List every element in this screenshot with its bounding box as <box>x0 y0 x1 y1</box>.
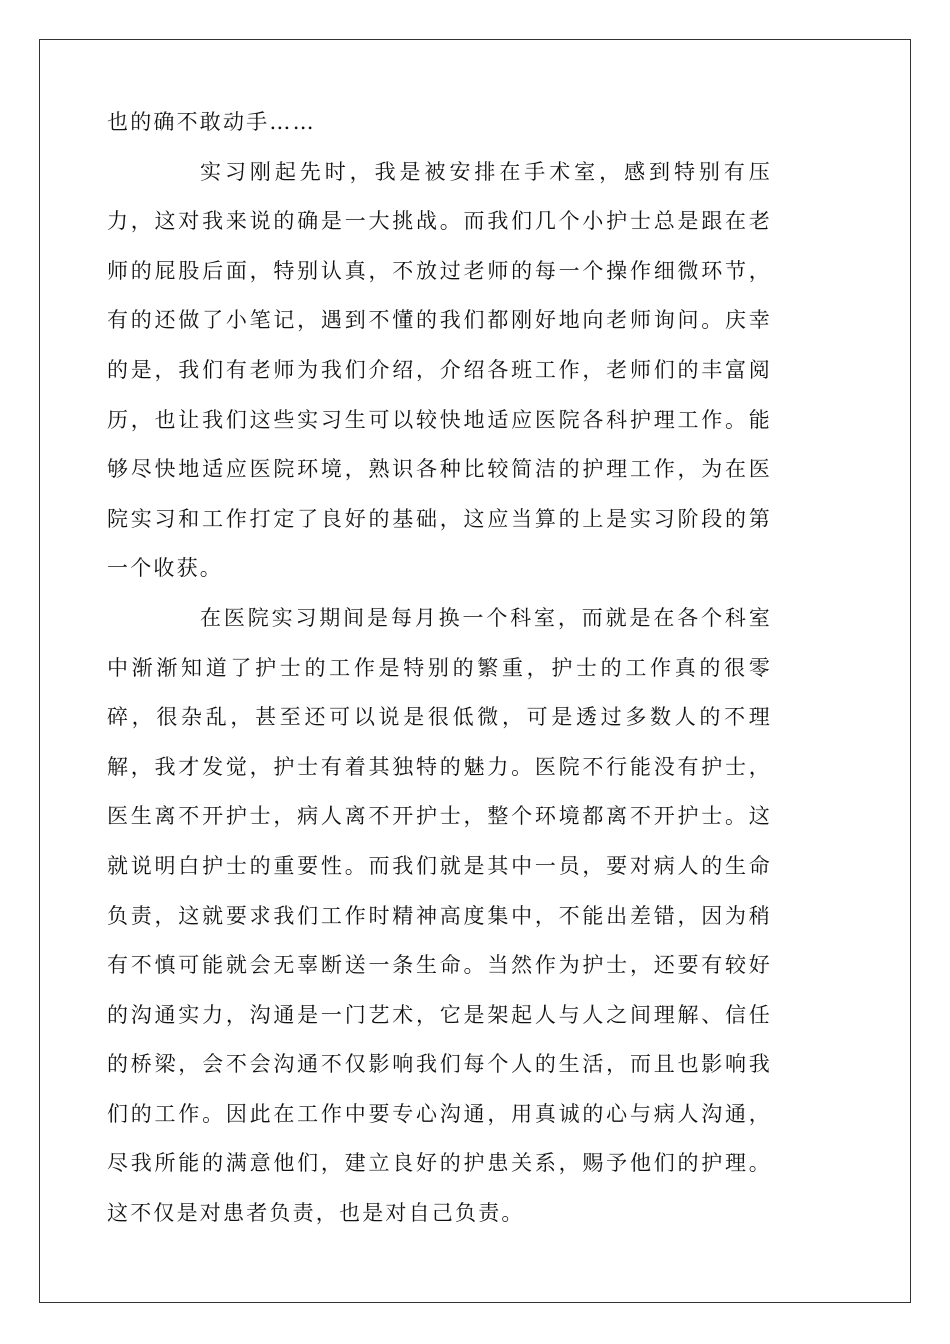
paragraph-1: 也的确不敢动手…… <box>107 110 316 134</box>
paragraph-3: 在医院实习期间是每月换一个科室，而就是在各个科室中渐渐知道了护士的工作是特别的繁重，护士的工作真的很零碎，很杂乱，甚至还可以说是很低微，可是透过多数人的不理解，我才发觉，护士有着其独特的魅力。医院不行能没有护士，医生离不开护士，病人离不开护士，整个环境都离不开护士。这就说明白护士的重要性。而我们就是其中一员，要对病人的生命负责，这就要求我们工作时精神高度集中，不能出差错，因为稍有不慎可能就会无辜断送一条生命。当然作为护士，还要有较好的沟通实力，沟通是一门艺术，它是架起人与人之间理解、信任的桥梁，会不会沟通不仅影响我们每个人的生活，而且也影响我们的工作。因此在工作中要专心沟通，用真诚的心与病人沟通，尽我所能的满意他们，建立良好的护患关系，赐予他们的护理。这不仅是对患者负责，也是对自己负责。 <box>107 605 772 1226</box>
paragraph-2: 实习刚起先时，我是被安排在手术室，感到特别有压力，这对我来说的确是一大挑战。而我们几个小护士总是跟在老师的屁股后面，特别认真，不放过老师的每一个操作细微环节，有的还做了小笔记，遇到不懂的我们都刚好地向老师询问。庆幸的是，我们有老师为我们介绍，介绍各班工作，老师们的丰富阅历，也让我们这些实习生可以较快地适应医院各科护理工作。能够尽快地适应医院环境，熟识各种比较简洁的护理工作，为在医院实习和工作打定了良好的基础，这应当算的上是实习阶段的第一个收获。 <box>107 159 772 581</box>
document-body <box>107 98 772 1239</box>
